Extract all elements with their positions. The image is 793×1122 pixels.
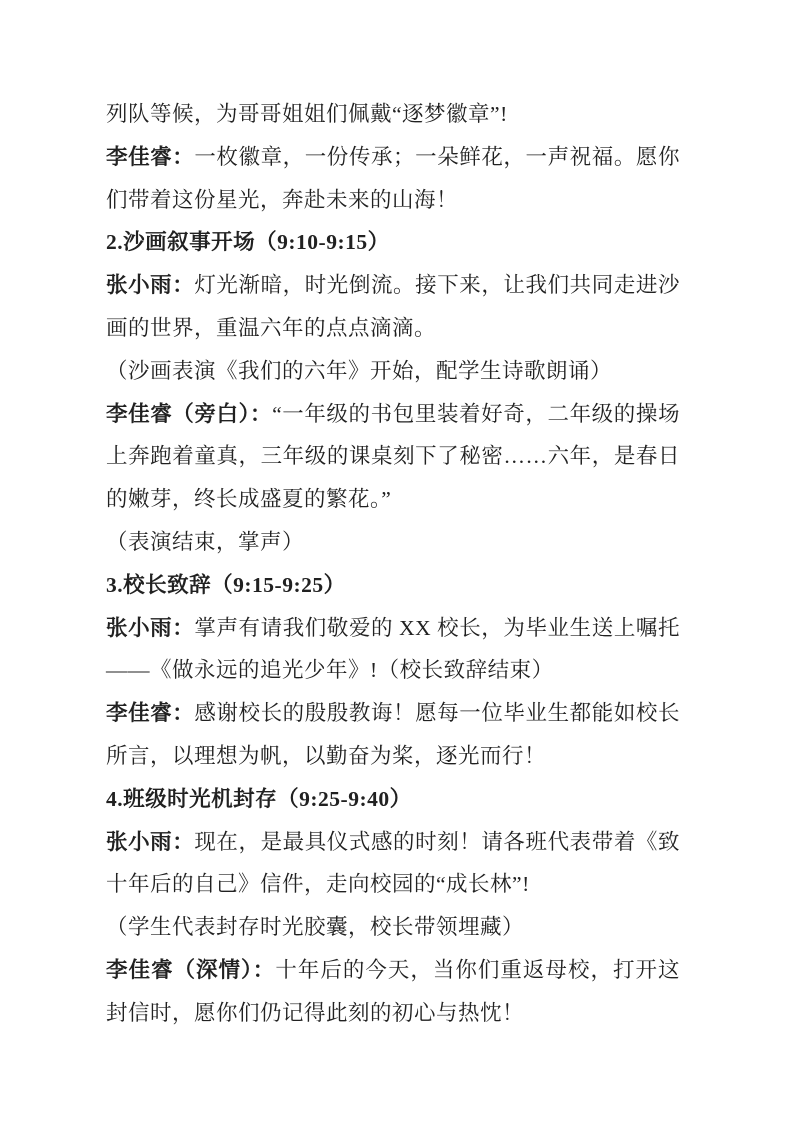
dialogue-text: “一年级的书包里装着好奇，二年级的操场上奔跑着童真，三年级的课桌刻下了秘密……六年，是春日的嫩芽，终长成盛夏的繁花。” (106, 401, 680, 512)
script-paragraph (106, 821, 680, 907)
speaker-name: 张小雨： (106, 615, 195, 640)
speaker-name: 李佳睿（深情）： (106, 957, 276, 982)
section-heading (106, 778, 680, 821)
heading-text: 3.校长致辞（9:15-9:25） (106, 572, 346, 597)
stage-text: （沙画表演《我们的六年》开始，配学生诗歌朗诵） (106, 358, 613, 383)
stage-text: （表演结束，掌声） (106, 529, 305, 554)
dialogue-text: 列队等候，为哥哥姐姐们佩戴“逐梦徽章”! (106, 102, 508, 126)
script-paragraph (106, 393, 680, 521)
stage-direction (106, 521, 680, 564)
section-heading (106, 221, 680, 264)
stage-text: （学生代表封存时光胶囊，校长带领埋藏） (106, 915, 525, 940)
script-paragraph (106, 264, 680, 350)
stage-direction (106, 350, 680, 393)
heading-text: 4.班级时光机封存（9:25-9:40） (106, 786, 412, 811)
speaker-name: 李佳睿： (106, 701, 195, 726)
dialogue-text: 灯光渐暗，时光倒流。接下来，让我们共同走进沙画的世界，重温六年的点点滴滴。 (106, 273, 680, 340)
section-heading (106, 564, 680, 607)
speaker-name: 张小雨： (106, 829, 195, 854)
speaker-name: 张小雨： (106, 273, 195, 298)
script-paragraph (106, 136, 680, 222)
speaker-name: 李佳睿（旁白）： (106, 401, 273, 426)
dialogue-text: 掌声有请我们敬爱的 XX 校长，为毕业生送上嘱托——《做永远的追光少年》!（校长致辞结束） (106, 615, 680, 683)
script-paragraph (106, 93, 680, 136)
stage-direction (106, 906, 680, 949)
heading-text: 2.沙画叙事开场（9:10-9:15） (106, 230, 390, 255)
script-paragraph (106, 692, 680, 778)
dialogue-text: 一枚徽章，一份传承；一朵鲜花，一声祝福。愿你们带着这份星光，奔赴未来的山海！ (106, 144, 680, 212)
dialogue-text: 感谢校长的殷殷教诲！愿每一位毕业生都能如校长所言，以理想为帆，以勤奋为桨，逐光而行！ (106, 701, 680, 768)
script-paragraph (106, 607, 680, 693)
script-paragraph (106, 949, 680, 1035)
dialogue-text: 十年后的今天，当你们重返母校，打开这封信时，愿你们仍记得此刻的初心与热忱！ (106, 957, 680, 1025)
dialogue-text: 现在，是最具仪式感的时刻！请各班代表带着《致十年后的自己》信件，走向校园的“成长林”! (106, 829, 680, 897)
document-content (106, 93, 680, 1035)
speaker-name: 李佳睿： (106, 144, 195, 169)
